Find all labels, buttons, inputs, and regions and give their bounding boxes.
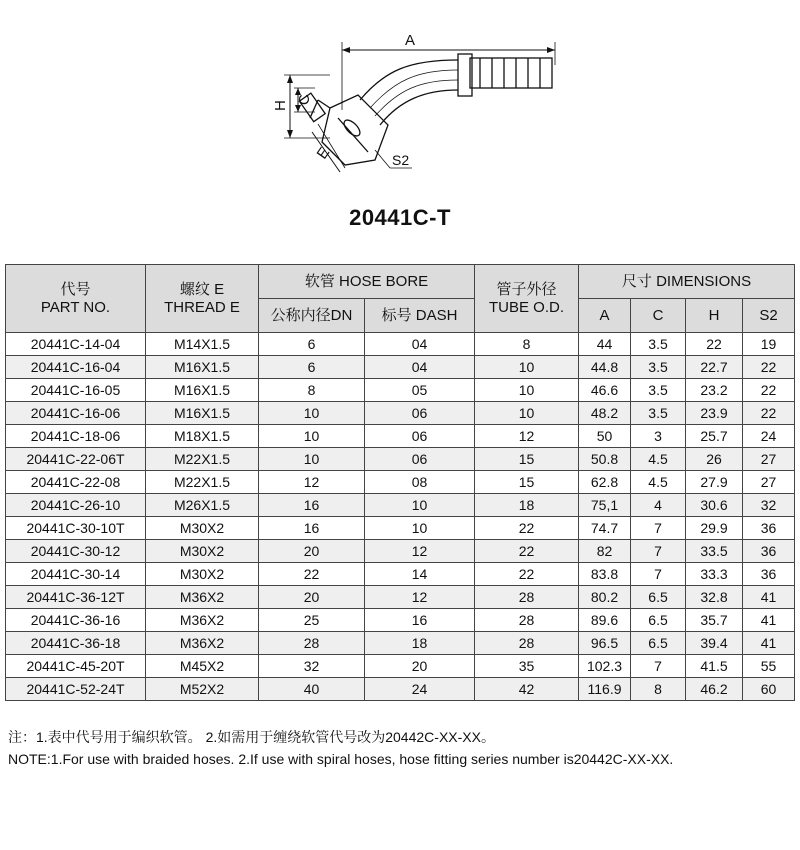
table-row [6,333,795,356]
cell-dash: 04 [365,333,475,356]
note-en: NOTE:1.For use with braided hoses. 2.If use with spiral hoses, hose fitting series number is20442C-XX-XX. [8,751,674,767]
cell-dash: 10 [365,517,475,540]
cell-a: 44.8 [579,356,631,379]
cell-tube-od: 8 [475,333,579,356]
label-a: A [405,32,416,49]
cell-thread: M16X1.5 [146,379,259,402]
table-row [6,632,795,655]
bent-tube [360,60,458,100]
cell-a: 46.6 [579,379,631,402]
cell-h: 46.2 [686,678,743,701]
cell-s2: 22 [743,379,795,402]
cell-part-no: 20441C-16-05 [6,379,146,402]
cell-s2: 41 [743,609,795,632]
cell-a: 50.8 [579,448,631,471]
cell-dash: 06 [365,425,475,448]
cell-dn: 12 [259,471,365,494]
cell-s2: 36 [743,517,795,540]
cell-c: 8 [631,678,686,701]
cell-thread: M45X2 [146,655,259,678]
cell-a: 48.2 [579,402,631,425]
cell-dash: 10 [365,494,475,517]
cell-a: 96.5 [579,632,631,655]
cell-dash: 20 [365,655,475,678]
header-hose-bore: 软管 HOSE BORE [259,265,475,299]
cell-dn: 10 [259,402,365,425]
cell-h: 23.2 [686,379,743,402]
cell-dn: 6 [259,356,365,379]
header-thread-cn: 螺纹 E [179,280,225,298]
label-e: E [313,144,334,163]
cell-h: 25.7 [686,425,743,448]
cell-s2: 36 [743,540,795,563]
cell-c: 4.5 [631,448,686,471]
cell-part-no: 20441C-22-08 [6,471,146,494]
cell-a: 80.2 [579,586,631,609]
cell-h: 23.9 [686,402,743,425]
cell-thread: M52X2 [146,678,259,701]
page-title: 20441C-T [349,205,451,230]
cell-a: 102.3 [579,655,631,678]
cell-tube-od: 10 [475,402,579,425]
cell-thread: M36X2 [146,586,259,609]
table-row [6,655,795,678]
cell-tube-od: 35 [475,655,579,678]
cell-tube-od: 22 [475,563,579,586]
header-h: H [686,299,743,333]
cell-s2: 24 [743,425,795,448]
cell-a: 89.6 [579,609,631,632]
cell-c: 6.5 [631,586,686,609]
table-body [6,333,795,701]
cell-s2: 22 [743,356,795,379]
cell-c: 3.5 [631,379,686,402]
cell-thread: M14X1.5 [146,333,259,356]
table-row [6,494,795,517]
cell-part-no: 20441C-18-06 [6,425,146,448]
cell-part-no: 20441C-22-06T [6,448,146,471]
cell-s2: 19 [743,333,795,356]
cell-dash: 06 [365,448,475,471]
cell-dash: 06 [365,402,475,425]
cell-part-no: 20441C-16-06 [6,402,146,425]
cell-tube-od: 10 [475,356,579,379]
cell-c: 4 [631,494,686,517]
cell-dn: 8 [259,379,365,402]
cell-s2: 36 [743,563,795,586]
cell-thread: M18X1.5 [146,425,259,448]
cell-a: 75,1 [579,494,631,517]
cell-c: 6.5 [631,632,686,655]
cell-dash: 08 [365,471,475,494]
cell-thread: M30X2 [146,517,259,540]
cell-part-no: 20441C-16-04 [6,356,146,379]
header-thread [146,265,259,333]
cell-tube-od: 15 [475,448,579,471]
cell-dn: 16 [259,517,365,540]
cell-h: 33.5 [686,540,743,563]
cell-tube-od: 18 [475,494,579,517]
cell-h: 41.5 [686,655,743,678]
cell-a: 50 [579,425,631,448]
header-s2: S2 [743,299,795,333]
cell-dn: 25 [259,609,365,632]
cell-s2: 41 [743,586,795,609]
header-tube-od [475,265,579,333]
cell-s2: 55 [743,655,795,678]
header-tube-cn: 管子外径 [496,280,557,298]
cell-tube-od: 10 [475,379,579,402]
cell-part-no: 20441C-52-24T [6,678,146,701]
note-cn: 注：1.表中代号用于编织软管。 2.如需用于缠绕软管代号改为20442C-XX-XX。 [8,729,495,745]
label-h: H [272,100,289,111]
cell-part-no: 20441C-30-14 [6,563,146,586]
cell-part-no: 20441C-36-16 [6,609,146,632]
cell-a: 116.9 [579,678,631,701]
cell-thread: M16X1.5 [146,356,259,379]
cell-dn: 22 [259,563,365,586]
cell-tube-od: 22 [475,517,579,540]
cell-tube-od: 28 [475,632,579,655]
table-row [6,586,795,609]
table-row [6,563,795,586]
table-row [6,402,795,425]
cell-c: 3 [631,425,686,448]
cell-thread: M30X2 [146,540,259,563]
cell-tube-od: 15 [475,471,579,494]
cell-c: 7 [631,563,686,586]
cell-dn: 10 [259,448,365,471]
cell-tube-od: 28 [475,586,579,609]
cell-dn: 32 [259,655,365,678]
cell-s2: 60 [743,678,795,701]
cell-tube-od: 22 [475,540,579,563]
cell-c: 3.5 [631,402,686,425]
cell-c: 7 [631,540,686,563]
cell-a: 74.7 [579,517,631,540]
cell-h: 22.7 [686,356,743,379]
cell-dn: 16 [259,494,365,517]
header-part-no [6,265,146,333]
cell-h: 26 [686,448,743,471]
header-tube-en: TUBE O.D. [489,298,565,316]
table-row [6,609,795,632]
table-row [6,540,795,563]
cell-dn: 40 [259,678,365,701]
cell-part-no: 20441C-14-04 [6,333,146,356]
cell-c: 7 [631,655,686,678]
cell-part-no: 20441C-26-10 [6,494,146,517]
table-row [6,356,795,379]
cell-thread: M30X2 [146,563,259,586]
cell-c: 3.5 [631,333,686,356]
header-part-no-en: PART NO. [40,298,111,316]
cell-h: 29.9 [686,517,743,540]
cell-part-no: 20441C-36-18 [6,632,146,655]
cell-s2: 27 [743,471,795,494]
label-s2: S2 [392,152,410,168]
cell-dash: 14 [365,563,475,586]
cell-thread: M16X1.5 [146,402,259,425]
cell-c: 3.5 [631,356,686,379]
cell-s2: 27 [743,448,795,471]
header-dash: 标号 DASH [365,299,475,333]
cell-dash: 04 [365,356,475,379]
cell-s2: 32 [743,494,795,517]
cell-h: 35.7 [686,609,743,632]
cell-h: 30.6 [686,494,743,517]
cell-c: 7 [631,517,686,540]
cell-part-no: 20441C-45-20T [6,655,146,678]
cell-dash: 18 [365,632,475,655]
cell-h: 39.4 [686,632,743,655]
cell-dash: 16 [365,609,475,632]
header-thread-en: THREAD E [164,298,240,316]
cell-dn: 20 [259,540,365,563]
cell-thread: M26X1.5 [146,494,259,517]
cell-dn: 28 [259,632,365,655]
cell-a: 62.8 [579,471,631,494]
cell-dash: 05 [365,379,475,402]
cell-dn: 10 [259,425,365,448]
cell-tube-od: 28 [475,609,579,632]
table-row [6,471,795,494]
cell-part-no: 20441C-30-12 [6,540,146,563]
cell-a: 82 [579,540,631,563]
dimensions-table [5,264,795,701]
cell-h: 32.8 [686,586,743,609]
cell-h: 33.3 [686,563,743,586]
cell-thread: M22X1.5 [146,448,259,471]
cell-tube-od: 12 [475,425,579,448]
cell-thread: M36X2 [146,609,259,632]
table-row [6,379,795,402]
header-dn: 公称内径DN [259,299,365,333]
cell-dn: 20 [259,586,365,609]
cell-s2: 22 [743,402,795,425]
cell-dash: 12 [365,540,475,563]
cell-dn: 6 [259,333,365,356]
header-code-cn: 代号 [60,280,91,298]
cell-part-no: 20441C-30-10T [6,517,146,540]
table-row [6,448,795,471]
header-a: A [579,299,631,333]
table-row [6,678,795,701]
table-row [6,425,795,448]
header-dimensions: 尺寸 DIMENSIONS [579,265,795,299]
cell-dash: 12 [365,586,475,609]
cell-c: 6.5 [631,609,686,632]
cell-a: 44 [579,333,631,356]
cell-thread: M22X1.5 [146,471,259,494]
label-c: C [296,94,313,105]
fitting-drawing [0,0,800,200]
cell-h: 27.9 [686,471,743,494]
cell-s2: 41 [743,632,795,655]
cell-part-no: 20441C-36-12T [6,586,146,609]
cell-h: 22 [686,333,743,356]
cell-thread: M36X2 [146,632,259,655]
cell-tube-od: 42 [475,678,579,701]
header-c: C [631,299,686,333]
cell-c: 4.5 [631,471,686,494]
cell-dash: 24 [365,678,475,701]
table-row [6,517,795,540]
cell-a: 83.8 [579,563,631,586]
